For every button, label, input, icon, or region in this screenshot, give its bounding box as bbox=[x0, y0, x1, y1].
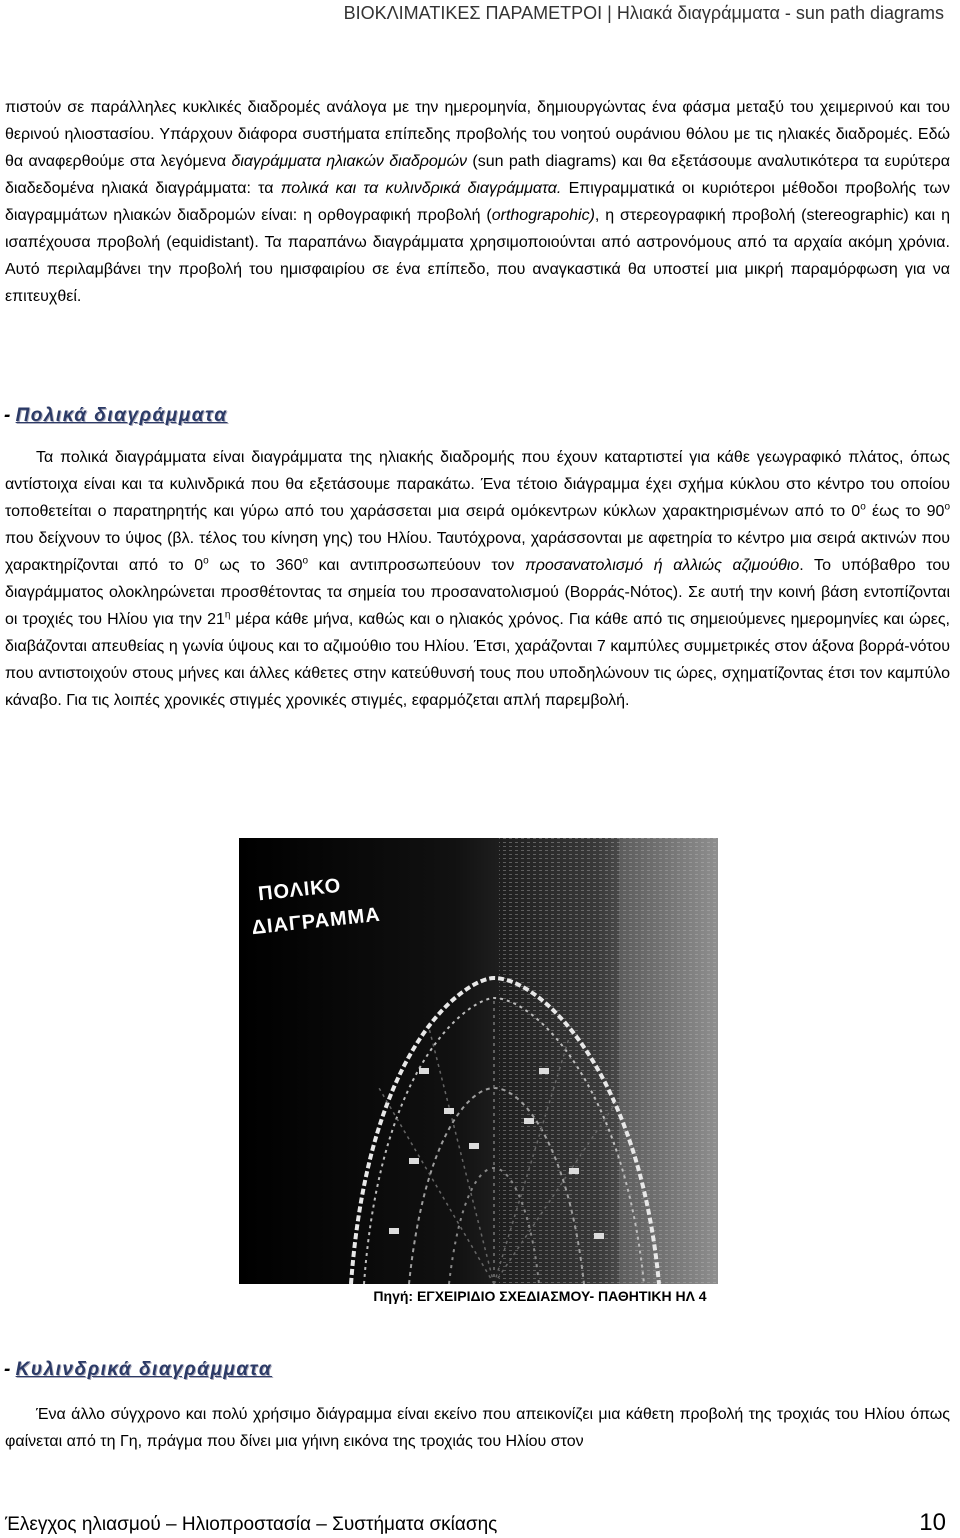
cylindrical-paragraph: Ένα άλλο σύγχρονο και πολύ χρήσιμο διάγραμμα είναι εκείνο που απεικονίζει μια κάθετη προβολή της τροχιάς του Ηλίου όπως φαίνεται από τη Γη, πράγμα που δίνει μια γήινη εικόνα της τροχιάς του Ηλίου στον bbox=[5, 1406, 950, 1450]
polar-diagram-graphic bbox=[239, 838, 718, 1284]
running-header: ΒΙΟΚΛΙΜΑΤΙΚΕΣ ΠΑΡΑΜΕΤΡΟΙ | Ηλιακά διαγράμματα - sun path diagrams bbox=[343, 3, 944, 23]
cylindrical-heading: - Κυλινδρικά διαγράμματα bbox=[4, 1359, 273, 1380]
polar-heading-title: Πολικά διαγράμματα bbox=[15, 405, 228, 426]
cylindrical-heading-title: Κυλινδρικά διαγράμματα bbox=[15, 1359, 273, 1380]
intro-paragraph: πιστούν σε παράλληλες κυκλικές διαδρομές ανάλογα με την ημερομηνία, δημιουργώντας ένα φάσμα μεταξύ του χειμερινού και του θερινού ηλιοστασίου. Υπάρχουν διάφορα συστήματα επίπεδης προβολής του νοητού ουράνιου θόλου με τις ηλιακές διαδρομές. Εδώ θα αναφερθούμε στα λεγόμενα διαγράμματα ηλιακών διαδρομών (sun path diagrams) και θα εξετάσουμε αναλυτικότερα τα ευρύτερα διαδεδομένα ηλιακά διαγράμματα: τα πολικά και τα κυλινδρικά διαγράμματα. Επιγραμματικά οι κυριότεροι μέθοδοι προβολής των διαγραμμάτων ηλιακών διαδρομών είναι: η ορθογραφική προβολή (orthograpohic), η στερεογραφική προβολή (stereographic) και η ισαπέχουσα προβολή (equidistant). Τα παραπάνω διαγράμματα χρησιμοποιούνται από αστρονόμους από τα αρχαία ακόμη χρόνια. Αυτό περιλαμβάνει την προβολή του ημισφαιρίου σε ένα επίπεδο, που αναγκαστικά θα υποστεί μια μικρή παραμόρφωση για να επιτευχθεί. bbox=[5, 99, 951, 305]
polar-heading: - Πολικά διαγράμματα bbox=[4, 405, 228, 426]
figure-label-line1: ΠΟΛΙΚΟ bbox=[257, 874, 343, 906]
polar-paragraph: Τα πολικά διαγράμματα είναι διαγράμματα της ηλιακής διαδρομής που έχουν καταρτιστεί για κάθε γεωγραφικό πλάτος, όπως αντίστοιχα είναι και τα κυλινδρικά που θα εξετάσουμε παρακάτω. Ένα τέτοιο διάγραμμα έχει σχήμα κύκλου στο κέντρο του οποίου τοποθετείται ο παρατηρητής και γύρω από του χαράσσεται μια σειρά ομόκεντρων κύκλων χαρακτηρισμένων από το $0^o$ έως το $90^o$ που δείχνουν το ύψος (βλ. τέλος του κίνηση γης) του Ηλίου. Ταυτόχρονα, χαράσσονται με αφετηρία το κέντρο μια σειρά ακτινών που χαρακτηρίζονται από το $0^o$ ως το $360^o$ και αντιπροσωπεύουν τον προσανατολισμό ή αλλιώς αζιμούθιο. Το υπόβαθρο του διαγράμματος ολοκληρώνεται προσθέτοντας τα σημεία του προσανατολισμού (Βορράς-Νότος). Σε αυτή την κοινή βάση εντοπίζονται οι τροχιές του Ηλίου για την $21^\eta$ μέρα κάθε μήνα, καθώς και ο ηλιακός χρόνος. Για κάθε από τις σημειούμενες ημερομηνίες και ώρες, διαβάζονται απευθείας η γωνία ύψους και το αζιμούθιο του Ηλίου. Έτσι, χαράζονται 7 καμπύλες συμμετρικές στον άξονα βορρά-νότου που αντιστοιχούν στους μήνες και άλλες κάθετες στην κατεύθυνσή τους που υποδηλώνουν τις ώρες, σχηματίζοντας έτσι τον καμπύλο κάναβο. Για τις λοιπές χρονικές στιγμές χρονικές στιγμές, εφαρμόζεται απλή παρεμβολή. bbox=[5, 449, 951, 709]
figure-caption: Πηγή: ΕΓΧΕΙΡΙΔΙΟ ΣΧΕΔΙΑΣΜΟΥ- ΠΑΘΗΤΙΚΗ ΗΛ 4 bbox=[373, 1288, 707, 1304]
running-footer: Έλεγχος ηλιασμού – Ηλιοπροστασία – Συστήματα σκίασης bbox=[5, 1514, 498, 1535]
figure-label-line2: ΔΙΑΓΡΑΜΜΑ bbox=[250, 903, 382, 940]
page-number: 10 bbox=[919, 1509, 946, 1536]
polar-diagram-photo bbox=[239, 838, 718, 1284]
